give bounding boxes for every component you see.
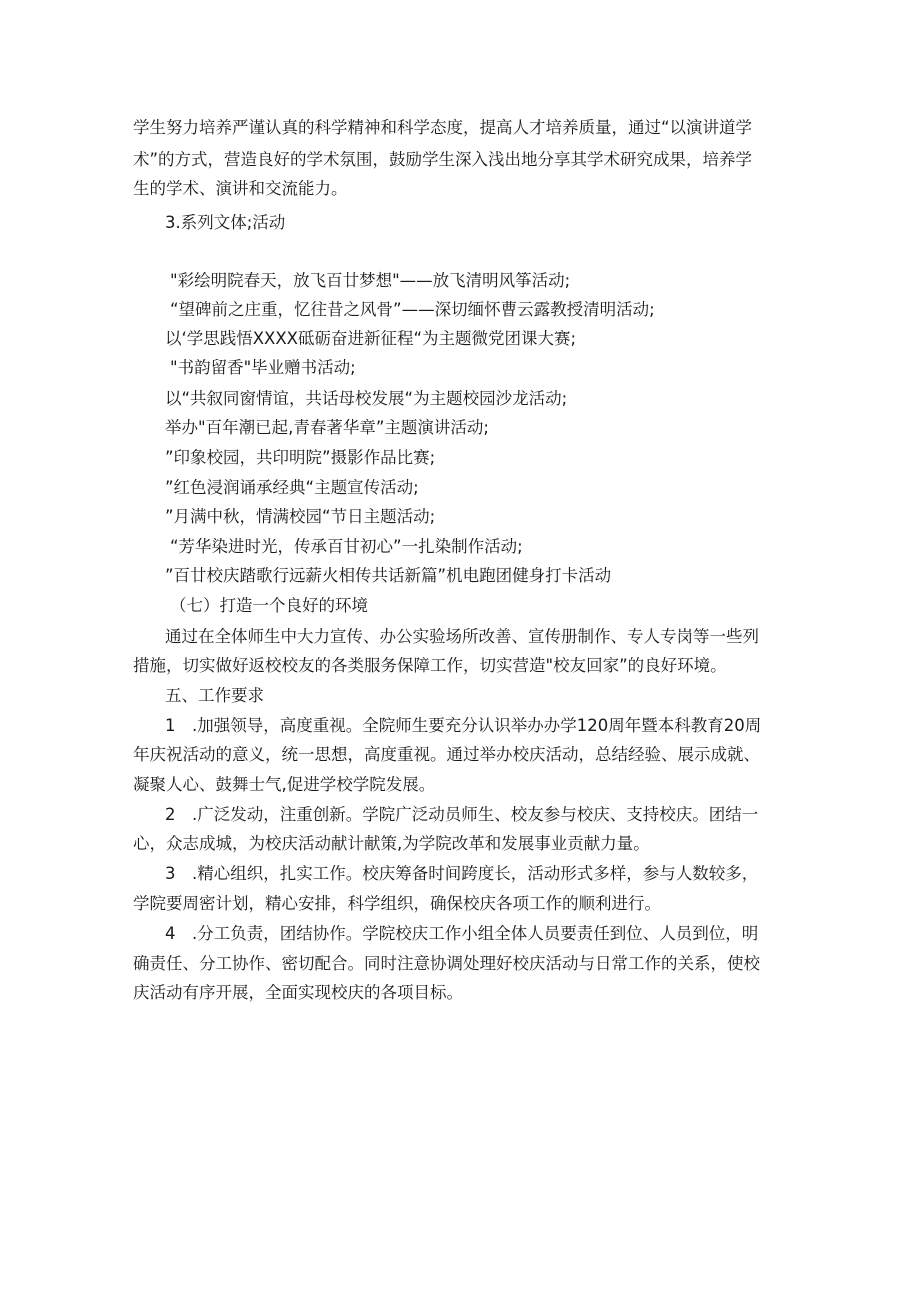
text-line: 4 .分工负责，团结协作。学院校庆工作小组全体人员要责任到位、人员到位，明 [165, 924, 759, 943]
text-line: 凝聚人心、鼓舞士气,促进学校学院发展。 [133, 775, 436, 794]
list-item: "书韵留香"毕业赠书活动; [170, 358, 356, 377]
list-item: ”印象校园，共印明院”摄影作品比赛; [165, 448, 436, 467]
text-line: 措施，切实做好返校校友的各类服务保障工作，切实营造"校友回家”的良好环境。 [133, 656, 727, 675]
list-item: "彩绘明院春天，放飞百廿梦想"——放飞清明风筝活动; [170, 271, 571, 290]
list-item: 以“共叙同窗情谊，共话母校发展“为主题校园沙龙活动; [165, 389, 568, 408]
text-line: 学生努力培养严谨认真的科学精神和科学态度，提高人才培养质量，通过“以演讲道学 [133, 118, 753, 137]
section-heading: 五、工作要求 [165, 686, 264, 705]
list-item: 以‘学思践悟XXXX砥砺奋进新征程“为主题微党团课大赛; [165, 329, 577, 348]
text-line: 年庆祝活动的意义，统一思想，高度重视。通过举办校庆活动，总结经验、展示成就、 [133, 745, 760, 764]
text-line: 通过在全体师生中大力宣传、办公实验场所改善、宣传册制作、专人专岗等一些列 [165, 627, 759, 646]
list-item: ”月满中秋，情满校园“节日主题活动; [165, 507, 436, 526]
text-line: 学院要周密计划，精心安排，科学组织，确保校庆各项工作的顺利进行。 [133, 894, 661, 913]
list-item: ”百廿校庆踏歌行远薪火相传共话新篇”机电跑团健身打卡活动 [165, 566, 612, 585]
text-line: 3 .精心组织，扎实工作。校庆筹备时间跨度长，活动形式多样，参与人数较多， [165, 864, 759, 883]
list-item: ”红色浸润诵承经典“主题宣传活动; [165, 478, 419, 497]
text-line: 心，众志成城，为校庆活动献计献策,为学院改革和发展事业贡献力量。 [133, 834, 650, 853]
section-heading: （七）打造一个良好的环境 [170, 596, 368, 615]
text-line: 确责任、分工协作、密切配合。同时注意协调处理好校庆活动与日常工作的关系，使校 [133, 954, 760, 973]
list-item: 举办"百年潮已起,青春著华章”主题演讲活动; [165, 418, 489, 437]
section-subheading: 3.系列文体;活动 [165, 213, 286, 232]
list-item: “芳华染进时光，传承百甘初心”一扎染制作活动; [170, 537, 523, 556]
text-line: 1 .加强领导，高度重视。全院师生要充分认识举办办学120周年暨本科教育20周 [165, 716, 762, 735]
text-line: 庆活动有序开展，全面实现校庆的各项目标。 [133, 983, 463, 1002]
list-item: “望碑前之庄重，忆往昔之风骨”——深切缅怀曹云露教授清明活动; [170, 300, 655, 319]
text-line: 2 .广泛发动，注重创新。学院广泛动员师生、校友参与校庆、支持校庆。团结一 [165, 805, 759, 824]
text-line: 生的学术、演讲和交流能力。 [133, 179, 348, 198]
text-line: 术”的方式，营造良好的学术氛围，鼓励学生深入浅出地分享其学术研究成果，培养学 [133, 150, 753, 169]
